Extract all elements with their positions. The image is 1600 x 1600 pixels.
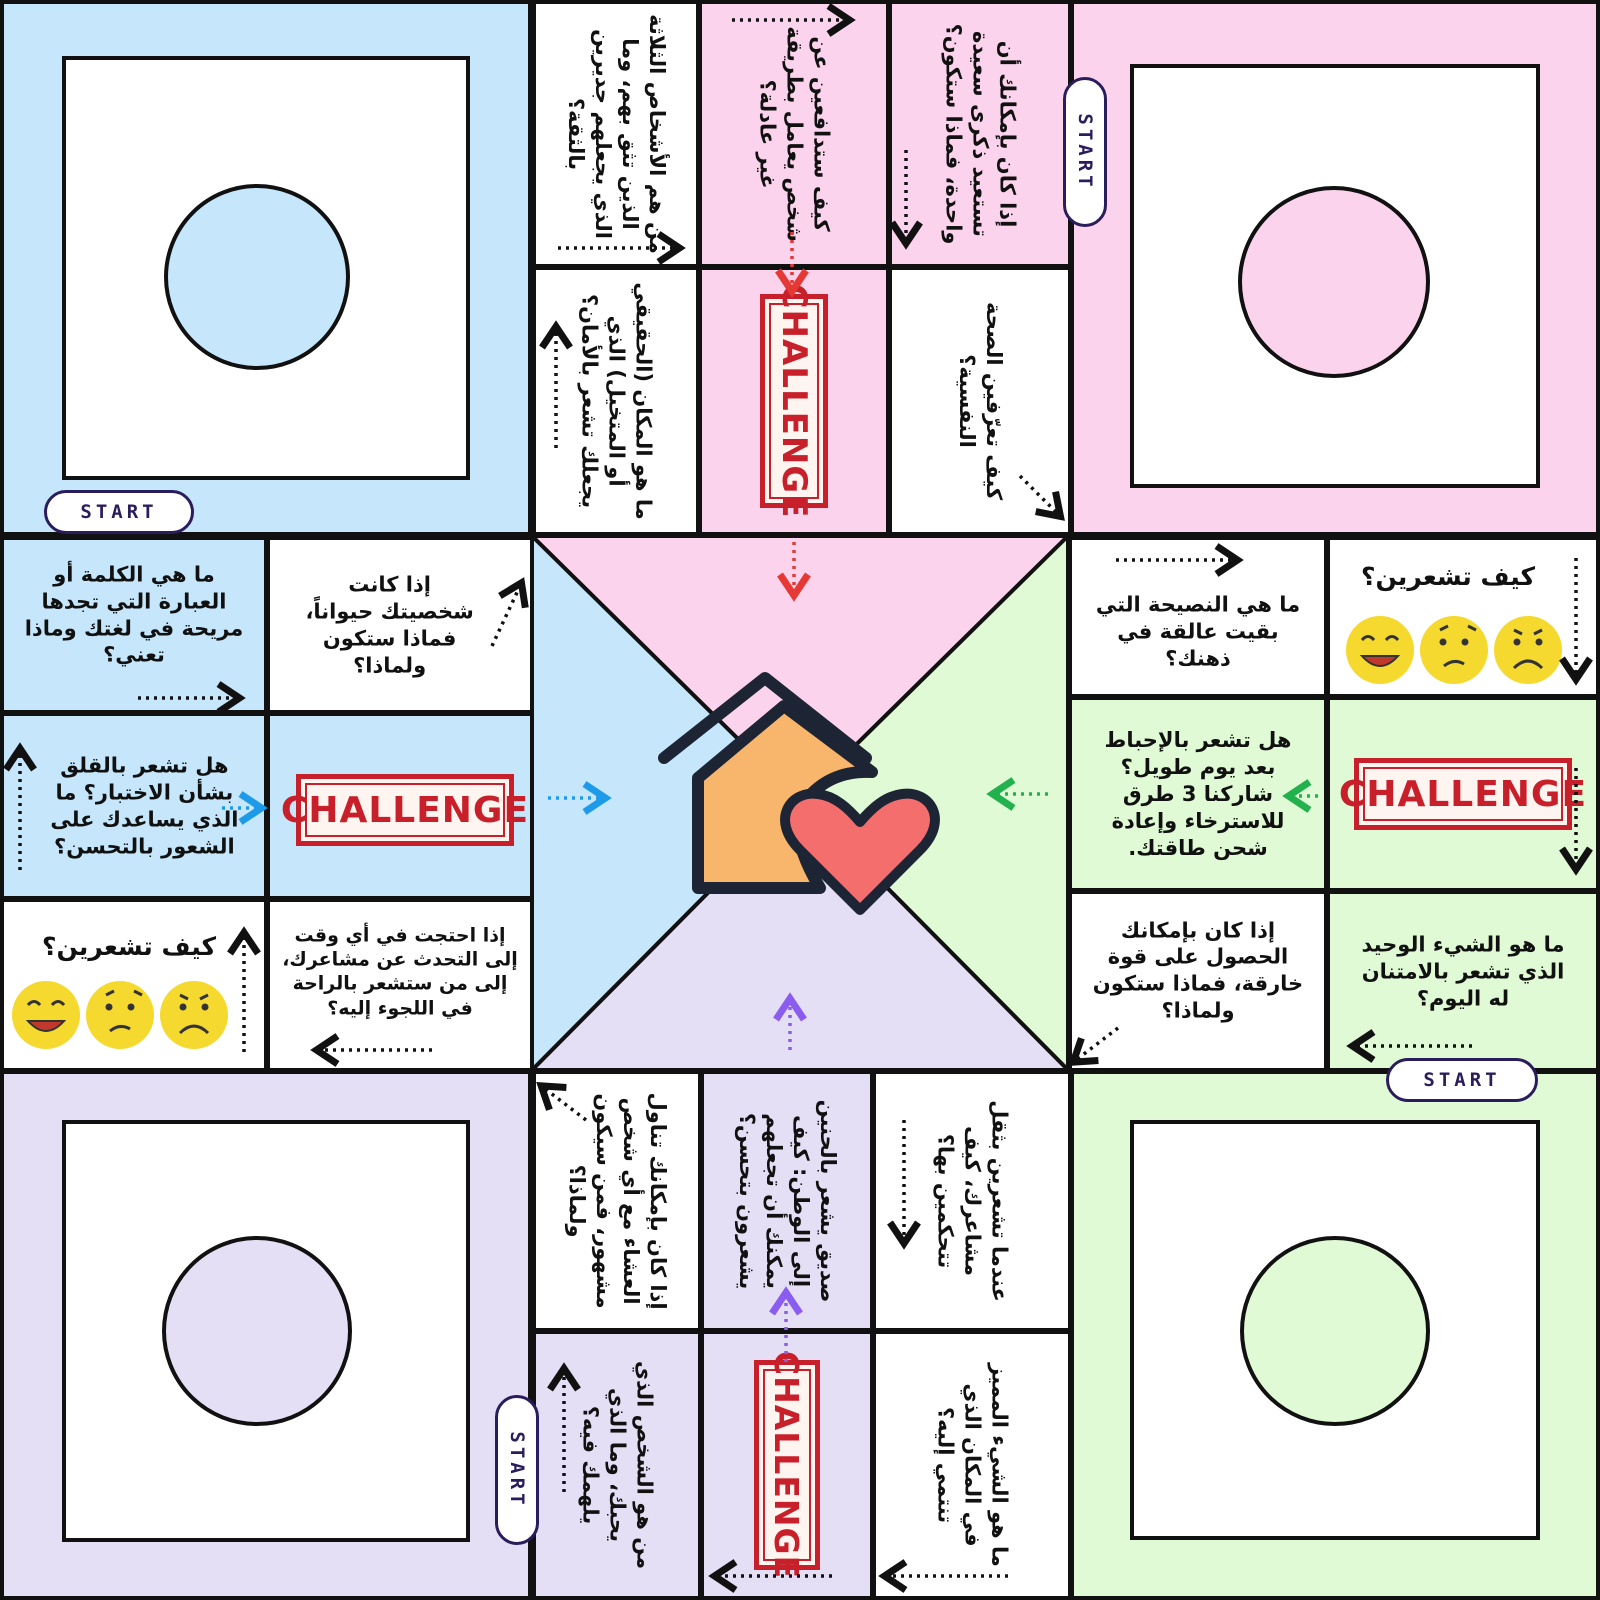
bottom-cell-3[interactable]: [532, 1070, 702, 1332]
home-pink-token[interactable]: [1238, 186, 1430, 378]
right-cell-2[interactable]: [1068, 696, 1328, 892]
top-cell-3[interactable]: [532, 0, 700, 268]
right-cell-3[interactable]: [1326, 890, 1600, 1072]
left-question-2: إذا كانت شخصيتك حيواناً، فماذا ستكون ولماذا؟: [305, 572, 474, 677]
home-green-token[interactable]: [1240, 1236, 1430, 1426]
bottom-question-1: عندما تشعرين بثقل مشاعرك، كيف تتحكمين بها؟: [933, 1100, 1012, 1302]
challenge-stamp: CHALLENGE: [754, 1360, 820, 1570]
right-question-4: إذا كان بإمكانك الحصول على قوة خارقة، فماذا ستكون ولماذا؟: [1092, 917, 1304, 1023]
top-question-2: كيف ستدافعين عن شخص يعامل بطريقة غير عادلة؟: [755, 26, 834, 242]
top-question-1: إذا كان بإمكانك أن تستعيد ذكرى سعيدة واحدة، فماذا ستكون؟: [941, 23, 1020, 245]
right-challenge-cell[interactable]: [1326, 696, 1600, 892]
left-how-feel: كيف تشعرين؟: [41, 932, 217, 961]
challenge-stamp: CHALLENGE: [296, 774, 514, 846]
challenge-stamp: CHALLENGE: [1354, 758, 1572, 830]
bottom-challenge-cell[interactable]: [700, 1330, 874, 1600]
left-question-4: إذا احتجت في أي وقت إلى التحدث عن مشاعرك، إلى من ستشعر بالراحة في اللجوء إليه؟: [282, 924, 518, 1020]
right-question-2: هل تشعر بالإحباط بعد يوم طويل؟ شاركنا 3 طرق للاسترخاء وإعادة شحن طاقتك.: [1104, 727, 1292, 860]
bottom-question-2: صديق يشعر بالحنين إلى الوطن: كيف يمكنك أن تجعلهم يشعرون بتحسن؟: [735, 1099, 840, 1303]
start-button-blue[interactable]: START: [44, 490, 194, 534]
right-how-feel: كيف تشعرين؟: [1360, 562, 1536, 591]
top-cell-5[interactable]: [532, 266, 700, 536]
left-question-1: ما هي الكلمة أو العبارة التي تجدها مريحة في لغتك وماذا تعني؟: [24, 562, 244, 667]
bottom-question-3: إذا كان بإمكانك تناول العشاء مع أي شخص مشهور، فمن سيكون ولماذا؟: [565, 1092, 670, 1310]
top-question-3: من هم الأشخاص الثلاثة الذين تثق بهم، وما الذي يجعلهم جديرين بالثقة؟: [564, 14, 669, 254]
top-question-5: ما هو المكان (الحقيقي أو المتخيل) الذي يجعلك تشعر بالأمان؟: [577, 282, 656, 520]
bottom-cell-1[interactable]: [872, 1070, 1072, 1332]
top-question-4: كيف تعرّفين الصحة النفسية؟: [955, 301, 1006, 501]
left-question-3: هل تشعر بالقلق بشأن الاختبار؟ ما الذي يساعدك على الشعور بالتحسن؟: [50, 753, 239, 858]
left-cell-4[interactable]: [266, 898, 534, 1072]
top-cell-1[interactable]: [888, 0, 1072, 268]
top-cell-2[interactable]: [698, 0, 890, 268]
challenge-stamp: CHALLENGE: [760, 294, 828, 508]
top-cell-4[interactable]: [888, 266, 1072, 536]
right-question-3: ما هو الشيء الوحيد الذي تشعر بالامتنان له اليوم؟: [1361, 932, 1565, 1011]
left-challenge-cell[interactable]: [266, 712, 534, 900]
right-cell-4[interactable]: [1068, 890, 1328, 1072]
bottom-cell-2[interactable]: [700, 1070, 874, 1332]
bottom-question-4: ما هو الشيء المميز في المكان الذي تنتمي إليه؟: [933, 1363, 1012, 1567]
right-cell-1[interactable]: [1068, 536, 1328, 698]
right-question-1: ما هي النصيحة التي بقيت عالقة في ذهنك؟: [1095, 593, 1301, 671]
bottom-cell-5[interactable]: [532, 1330, 702, 1600]
bottom-question-5: من هو الشخص الذي يحبك، وما الذي يلهمك فيه؟: [578, 1360, 657, 1570]
start-button-purple[interactable]: START: [495, 1395, 539, 1545]
home-purple-token[interactable]: [162, 1236, 352, 1426]
right-feel-cell[interactable]: [1326, 536, 1600, 698]
left-cell-2[interactable]: [266, 536, 534, 714]
top-challenge-cell[interactable]: [698, 266, 890, 536]
start-button-green[interactable]: START: [1386, 1058, 1538, 1102]
left-feel-cell[interactable]: [0, 898, 268, 1072]
home-blue-token[interactable]: [164, 184, 350, 370]
left-cell-1[interactable]: [0, 536, 268, 714]
left-cell-3[interactable]: [0, 712, 268, 900]
start-button-pink[interactable]: START: [1063, 77, 1107, 227]
bottom-cell-4[interactable]: [872, 1330, 1072, 1600]
